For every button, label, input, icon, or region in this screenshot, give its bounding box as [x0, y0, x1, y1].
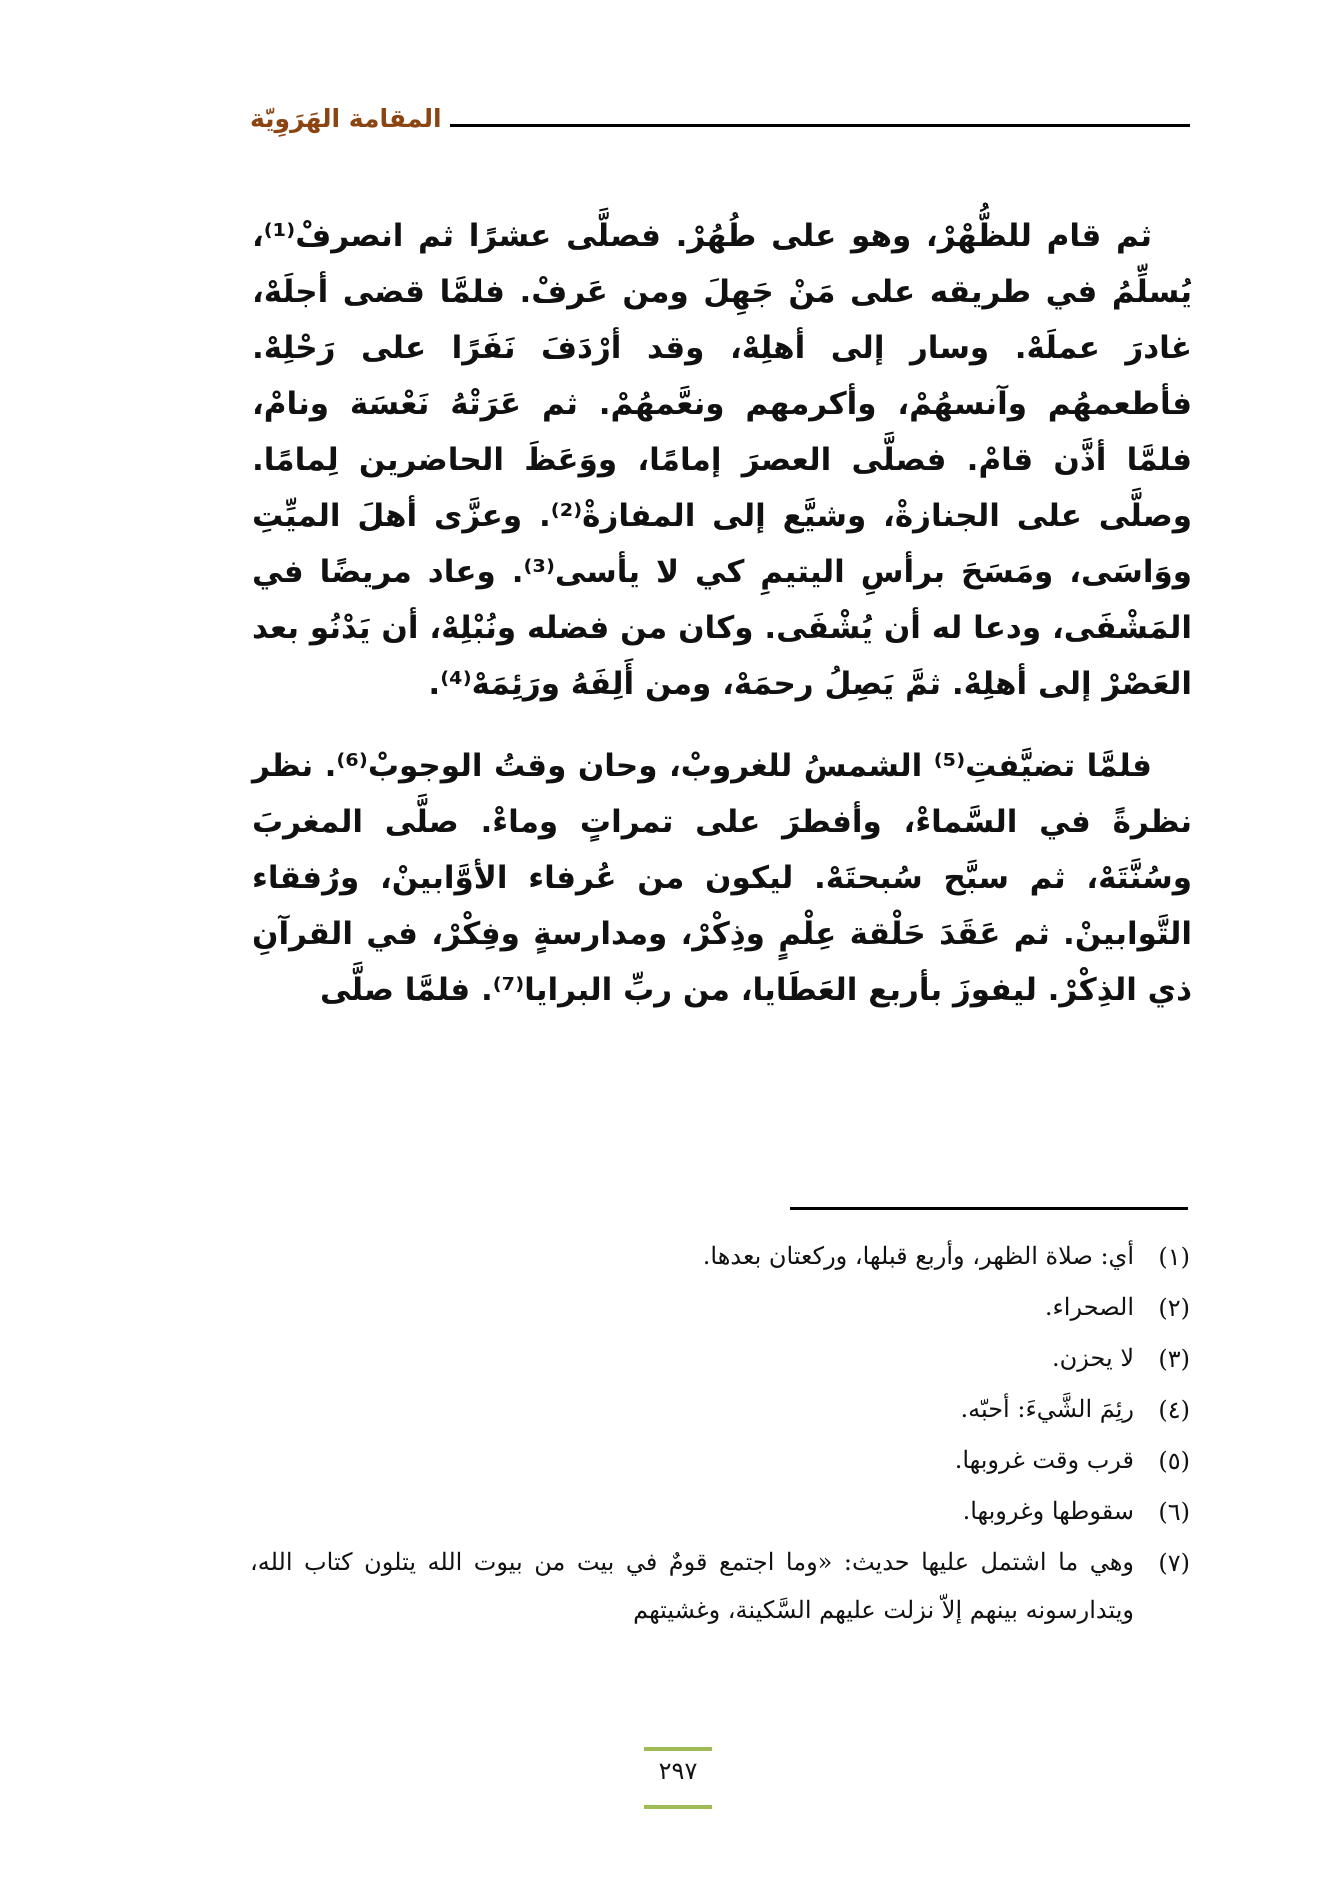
footnote-number: (٥) — [1158, 1447, 1190, 1475]
page-header — [250, 98, 1190, 148]
footnote-item — [250, 1487, 1190, 1538]
footnote-text: رئِمَ الشَّيءَ: أحبّه. — [960, 1395, 1134, 1423]
footnote-text: وهي ما اشتمل عليها حديث: «وما اجتمع قومٌ في بيت من بيوت الله يتلون كتاب الله، ويتدارسونه بينهم إلاّ نزلت عليهم السَّكينة، وغشيتهم — [250, 1548, 1135, 1624]
paragraph: فلمَّا تضيَّفتِ⁽⁵⁾ الشمسُ للغروبْ، وحان وقتُ الوجوبْ⁽⁶⁾. نظر نظرةً في السَّماءْ، وأفطرَ على تمراتٍ وماءْ. صلَّى المغربَ وسُنَّتَهْ، ثم سبَّح سُبحتَهْ. ليكون من عُرفاء الأوَّابينْ، ورُفقاء التَّوابينْ. ثم عَقَدَ حَلْقة عِلْمٍ وذِكْرْ، ومدارسةٍ وفِكْرْ، في القرآنِ ذي الذِكْرْ. ليفوزَ بأربع العَطَايا، من ربِّ البرايا⁽⁷⁾. فلمَّا صلَّى — [252, 748, 1192, 1008]
footnote-item — [250, 1436, 1190, 1487]
footnote-separator — [790, 1207, 1188, 1210]
footnote-number: (١) — [1158, 1243, 1190, 1271]
footnote-text: قرب وقت غروبها. — [954, 1446, 1134, 1474]
footnote-text: سقوطها وغروبها. — [962, 1497, 1134, 1525]
paragraph: ثم قام للظُّهْرْ، وهو على طُهُرْ. فصلَّى عشرًا ثم انصرفْ⁽¹⁾، يُسلِّمُ في طريقه على مَنْ جَهِلَ ومن عَرفْ. فلمَّا قضى أجلَهْ، غادرَ عملَهْ. وسار إلى أهلِهْ، وقد أرْدَفَ نَفَرًا على رَحْلِهْ. فأطعمهُم وآنسهُمْ، وأكرمهم ونعَّمهُمْ. ثم عَرَتْهُ نَعْسَة ونامْ، فلمَّا أذَّن قامْ. فصلَّى العصرَ إمامًا، ووَعَظَ الحاضرين لِمامًا. وصلَّى على الجنازةْ، وشيَّع إلى المفازةْ⁽²⁾. وعزَّى أهلَ الميِّتِ ووَاسَى، ومَسَحَ برأسِ اليتيمِ كي لا يأسى⁽³⁾. وعاد مريضًا في المَشْفَى، ودعا له أن يُشْفَى. وكان من فضله ونُبْلِهْ، أن يَدْنُو بعد العَصْرْ إلى أهلِهْ. ثمَّ يَصِلُ رحمَهْ، ومن أَلِفَهُ ورَئِمَهْ⁽⁴⁾. — [252, 218, 1192, 702]
page-number-bar-top — [644, 1747, 712, 1751]
footnote-item — [250, 1538, 1190, 1634]
footnote-item — [250, 1283, 1190, 1334]
page-number-block — [644, 1747, 712, 1807]
footnote-number: (٤) — [1158, 1396, 1190, 1424]
running-title: المقامة الهَرَوِيّة — [250, 104, 442, 133]
footnote-number: (٢) — [1158, 1294, 1190, 1322]
footnote-item — [250, 1385, 1190, 1436]
main-text — [252, 208, 1192, 1018]
footnotes — [250, 1232, 1190, 1634]
footnote-number: (٣) — [1158, 1345, 1190, 1373]
footnote-number: (٦) — [1158, 1498, 1190, 1526]
header-rule — [450, 124, 1190, 127]
footnote-item — [250, 1334, 1190, 1385]
footnote-item — [250, 1232, 1190, 1283]
footnote-text: الصحراء. — [1044, 1293, 1134, 1321]
footnote-text: لا يحزن. — [1052, 1344, 1134, 1372]
footnote-text: أي: صلاة الظهر، وأربع قبلها، وركعتان بعدها. — [702, 1242, 1134, 1270]
page-number-bar-bottom — [644, 1805, 712, 1809]
page-number: ٢٩٧ — [658, 1757, 698, 1785]
footnote-number: (٧) — [1158, 1549, 1190, 1577]
